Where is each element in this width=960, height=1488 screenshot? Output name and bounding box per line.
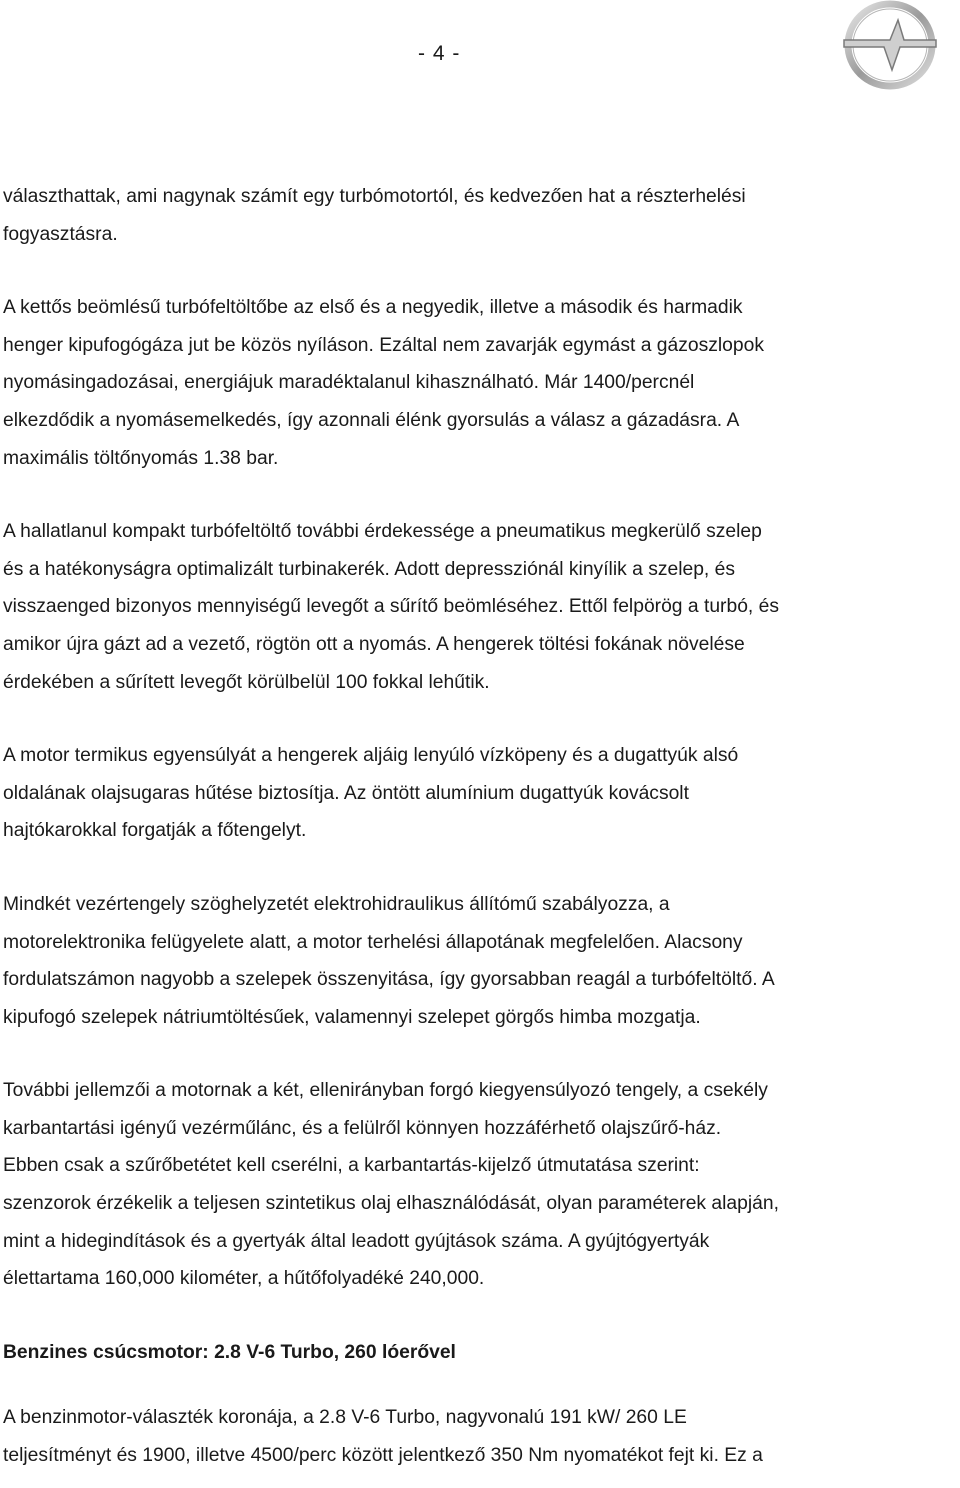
page-number: - 4 - [418,42,461,65]
section-heading: Benzines csúcsmotor: 2.8 V-6 Turbo, 260 lóerővel [3,1341,456,1363]
paragraph-maintenance: További jellemzői a motornak a két, ellenirányban forgó kiegyensúlyozó tengely, a csekély karbantartási igényű vezérműlánc, és a felülről könnyen hozzáférhető olajszűrő-ház. Ebben csak a szűrőbetétet kell cserélni, a karbantartás-kijelző útmutatása szerint: szenzorok érzékelik a teljesen szintetikus olaj elhasználódását, olyan paraméterek alapján, mint a hidegindítások és a gyertyák által leadott gyújtások száma. A gyújtógyertyák élettartama 160,000 kilométer, a hűtőfolyadéké 240,000. [3,1080,779,1290]
opel-blitz-logo-icon [838,0,938,92]
paragraph-twin-scroll-turbo: A kettős beömlésű turbófeltöltőbe az első és a negyedik, illetve a második és harmadik henger kipufogógáza jut be közös nyíláson. Ezáltal nem zavarják egymást a gázoszlopok nyomásingadozásai, energiájuk maradéktalanul kihasználható. Már 1400/percnél elkezdődik a nyomásemelkedés, így azonnali élénk gyorsulás a válasz a gázadásra. A maximális töltőnyomás 1.38 bar. [3,297,764,469]
document-body [3,178,948,1475]
paragraph-camshaft: Mindkét vezértengely szöghelyzetét elektrohidraulikus állítómű szabályozza, a motorelektronika felügyelete alatt, a motor terhelési állapotának megfelelően. Alacsony fordulatszámon nagyobb a szelepek összenyitása, így gyorsabban reagál a turbófeltöltő. A kipufogó szelepek nátriumtöltésűek, valamennyi szelepet görgős himba mozgatja. [3,893,775,1028]
paragraph-bypass-valve: A hallatlanul kompakt turbófeltöltő további érdekessége a pneumatikus megkerülő szelep és a hatékonyságra optimalizált turbinakerék. Adott depressziónál kinyílik a szelep, és visszaenged bizonyos mennyiségű levegőt a sűrítő beömléséhez. Ettől felpörög a turbó, és amikor újra gázt ad a vezető, rögtön ott a nyomás. A hengerek töltési fokának növelése érdekében a sűrített levegőt körülbelül 100 fokkal lehűtik. [3,521,779,693]
paragraph-thermal-balance: A motor termikus egyensúlyát a hengerek aljáig lenyúló vízköpeny és a dugattyúk alsó oldalának olajsugaras hűtése biztosítja. Az öntött alumínium dugattyúk kovácsolt hajtókarokkal forgatják a főtengelyt. [3,745,739,842]
paragraph-turbo-intro: választhattak, ami nagynak számít egy turbómotortól, és kedvezően hat a részterhelési fogyasztásra. [3,186,746,245]
paragraph-final: A benzinmotor-választék koronája, a 2.8 V-6 Turbo, nagyvonalú 191 kW/ 260 LE teljesítményt és 1900, illetve 4500/perc között jelentkező 350 Nm nyomatékot fejt ki. Ez a [3,1407,763,1467]
